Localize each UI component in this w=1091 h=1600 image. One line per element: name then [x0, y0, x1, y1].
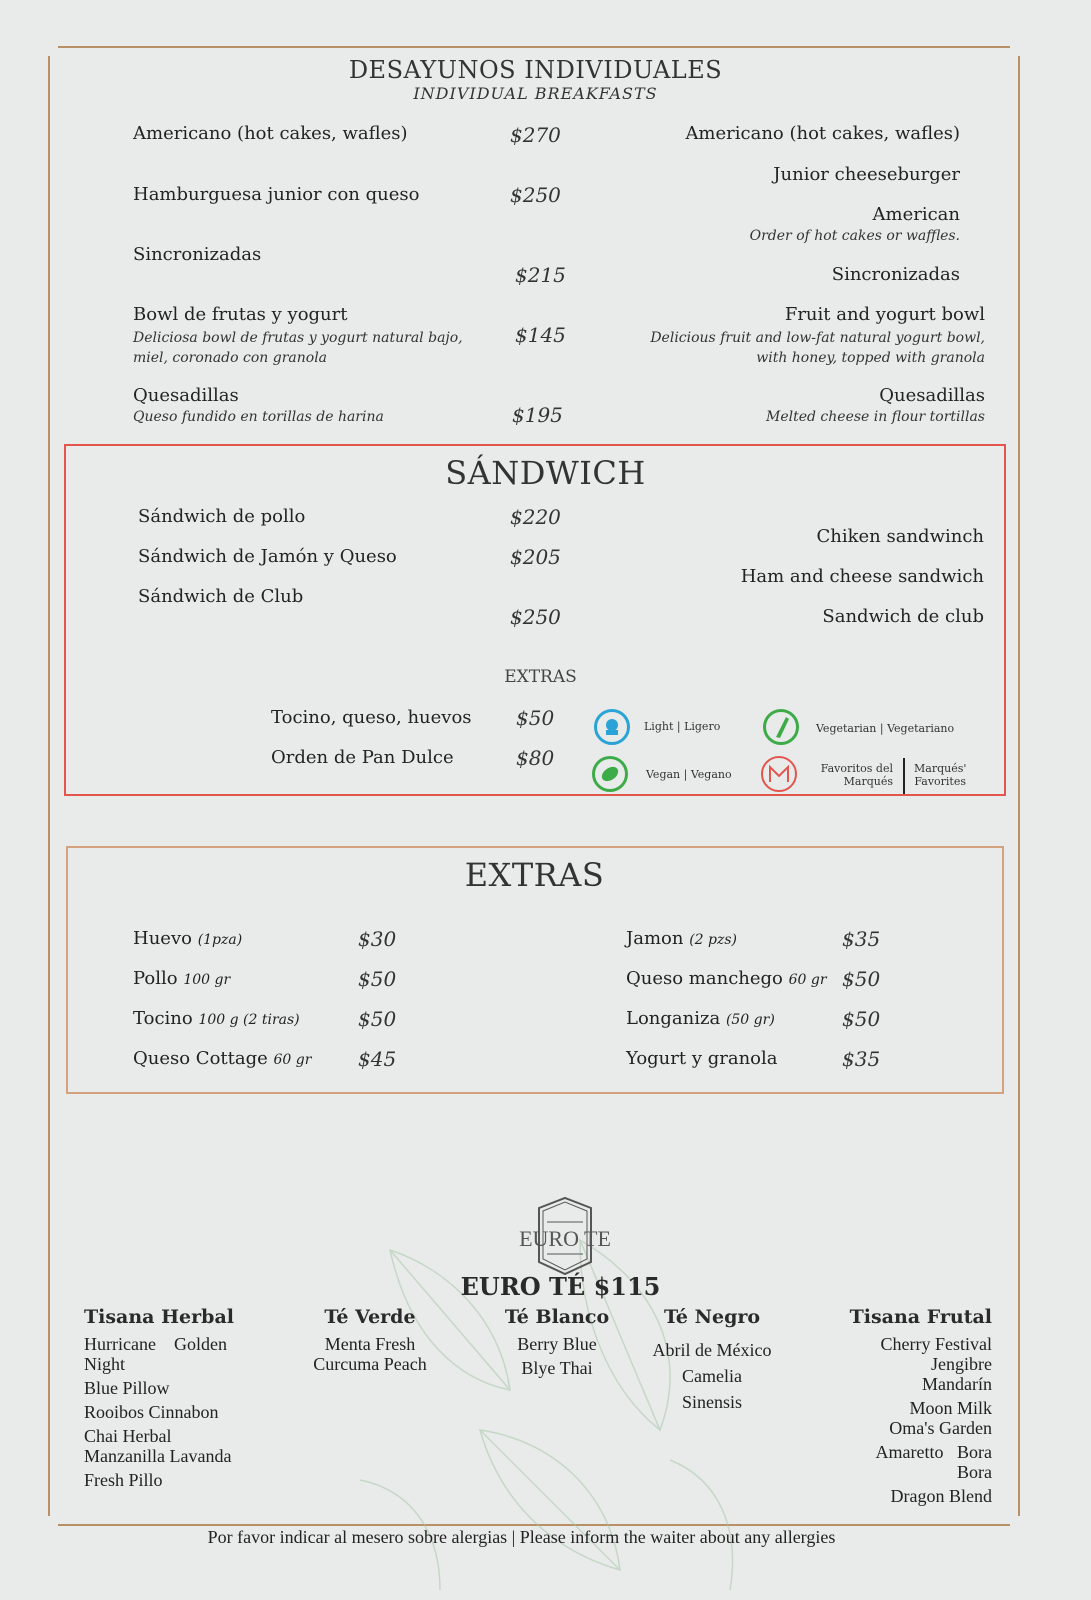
extras-item-name: Pollo — [133, 968, 178, 989]
tea-col-verde — [300, 1306, 440, 1374]
frame-corner — [38, 36, 58, 56]
extras-item — [626, 968, 827, 989]
extras-item-price: $35 — [842, 1047, 881, 1071]
euro-te-logo-text: EURO TE — [519, 1226, 611, 1251]
breakfast-item-price: $250 — [510, 183, 561, 207]
tea-item: Night — [84, 1354, 126, 1374]
legend-fav-es-line2: Marqués — [843, 775, 893, 788]
extras-title: EXTRAS — [464, 856, 605, 894]
tea-item: Oma's Garden — [889, 1418, 992, 1438]
sandwich-item-name: Sándwich de Club — [138, 586, 304, 607]
breakfast-item-price: $145 — [515, 323, 566, 347]
breakfast-item-name: Sincronizadas — [133, 244, 262, 265]
extras-item-name: Huevo — [133, 928, 192, 949]
tea-col-head: Té Negro — [663, 1306, 761, 1328]
sandwich-item-name-en: Sandwich de club — [822, 606, 984, 627]
sandwich-extra-price: $50 — [516, 706, 555, 730]
extras-item-name: Longaniza — [626, 1008, 721, 1029]
sandwich-item-price: $205 — [510, 545, 561, 569]
tea-col-head: Té Blanco — [504, 1306, 610, 1328]
extras-item — [626, 1048, 778, 1069]
legend-fav-en-line2: Favorites — [914, 775, 967, 788]
extras-item-name: Queso Cottage — [133, 1048, 268, 1069]
extras-item-price: $50 — [358, 967, 397, 991]
legend-favorites-es — [821, 762, 893, 788]
extras-item-price: $50 — [842, 967, 881, 991]
tea-item: Rooibos Cinnabon — [84, 1402, 219, 1422]
tea-col-herbal — [84, 1306, 284, 1490]
tea-item: Jengibre — [931, 1354, 992, 1374]
tea-item: Blue Pillow — [84, 1378, 170, 1398]
legend-vegan: Vegan | Vegano — [646, 768, 732, 781]
extras-item-price: $45 — [358, 1047, 397, 1071]
extras-item-unit: 100 gr — [183, 972, 231, 988]
extras-item-name: Tocino — [133, 1008, 193, 1029]
extras-item-unit: 100 g (2 tiras) — [198, 1012, 300, 1028]
breakfast-item-desc-en: Delicious fruit and low-fat natural yogurt bowl, with honey, topped with granola — [650, 330, 985, 366]
sandwich-item-name-en: Ham and cheese sandwich — [740, 566, 984, 587]
extras-item-price: $50 — [358, 1007, 397, 1031]
tea-item: Berry Blue — [517, 1334, 597, 1354]
legend-fav-es-line1: Favoritos del — [820, 762, 893, 775]
legend-divider — [903, 758, 905, 794]
extras-item-name: Queso manchego — [626, 968, 783, 989]
allergy-notice: Por favor indicar al mesero sobre alergias | Please inform the waiter about any allergies — [207, 1527, 836, 1547]
extras-item-unit: 60 gr — [788, 972, 827, 988]
tea-item: Amaretto Bora — [875, 1442, 992, 1462]
vegan-icon — [592, 756, 628, 792]
breakfast-item-name: Hamburguesa junior con queso — [133, 184, 420, 205]
sandwich-item-name: Sándwich de pollo — [138, 506, 306, 527]
tea-title: EURO TÉ $115 — [460, 1272, 661, 1301]
tea-item: Dragon Blend — [890, 1486, 992, 1506]
breakfast-item-name-en: Americano (hot cakes, wafles) — [685, 123, 960, 144]
breakfast-item-price: $215 — [515, 263, 566, 287]
breakfast-item-name-en: Fruit and yogurt bowl — [784, 304, 985, 325]
breakfast-item-desc: Deliciosa bowl de frutas y yogurt natural bajo, miel, coronado con granola — [133, 330, 463, 366]
extras-item — [626, 1008, 775, 1029]
extras-item — [133, 928, 242, 949]
sandwich-extras-title: EXTRAS — [504, 667, 577, 687]
sandwich-title: SÁNDWICH — [445, 454, 646, 492]
extras-item-unit: (1pza) — [197, 932, 243, 948]
breakfast-item-name-en: American — [872, 204, 960, 225]
legend-light: Light | Ligero — [644, 720, 721, 733]
extras-item-name: Yogurt y granola — [626, 1048, 778, 1069]
sandwich-item-name: Sándwich de Jamón y Queso — [138, 546, 397, 567]
extras-item-price: $30 — [358, 927, 397, 951]
breakfast-item-price: $270 — [510, 123, 561, 147]
tea-col-head: Té Verde — [324, 1306, 416, 1328]
tea-item: Manzanilla Lavanda — [84, 1446, 232, 1466]
legend-vegetarian: Vegetarian | Vegetariano — [816, 722, 955, 735]
extras-item-unit: 60 gr — [273, 1052, 312, 1068]
tea-item: Curcuma Peach — [313, 1354, 427, 1374]
breakfast-item-desc-en: Melted cheese in flour tortillas — [766, 409, 985, 425]
extras-item-price: $50 — [842, 1007, 881, 1031]
breakfast-item-name-en: Junior cheeseburger — [773, 164, 960, 185]
breakfast-item-name: Bowl de frutas y yogurt — [133, 304, 348, 325]
extras-item-price: $35 — [842, 927, 881, 951]
breakfast-item-desc: Queso fundido en torillas de harina — [133, 409, 384, 425]
tea-item: Cherry Festival — [880, 1334, 992, 1354]
frame-corner — [1010, 36, 1030, 56]
light-icon — [594, 709, 630, 745]
breakfast-title: DESAYUNOS INDIVIDUALES — [348, 56, 723, 84]
tea-col-head: Tisana Frutal — [849, 1306, 992, 1328]
sandwich-extra-name: Tocino, queso, huevos — [271, 707, 472, 728]
tea-col-blanco — [496, 1306, 618, 1378]
extras-item — [133, 1048, 311, 1069]
sandwich-item-price: $250 — [510, 605, 561, 629]
tea-item: Mandarín — [922, 1374, 992, 1394]
tea-col-negro — [642, 1306, 782, 1412]
sandwich-extra-name: Orden de Pan Dulce — [271, 747, 454, 768]
tea-item: Hurricane Golden — [84, 1334, 227, 1354]
tea-col-head: Tisana Herbal — [84, 1306, 234, 1328]
extras-item — [133, 968, 230, 989]
sandwich-item-name-en: Chiken sandwinch — [816, 526, 984, 547]
breakfast-item-name-en: Quesadillas — [879, 385, 985, 406]
tea-item: Sinensis — [681, 1392, 742, 1412]
sandwich-extra-price: $80 — [516, 746, 555, 770]
tea-item: Fresh Pillo — [84, 1470, 163, 1490]
tea-item: Blye Thai — [521, 1358, 593, 1378]
breakfast-item-desc-en: Order of hot cakes or waffles. — [749, 228, 960, 244]
tea-item: Menta Fresh — [324, 1334, 416, 1354]
favorites-icon — [761, 756, 797, 792]
extras-item — [626, 928, 737, 949]
tea-item: Bora — [957, 1462, 992, 1482]
extras-item-name: Jamon — [626, 928, 684, 949]
breakfast-item-name: Americano (hot cakes, wafles) — [133, 123, 408, 144]
tea-item: Chai Herbal — [84, 1426, 172, 1446]
sandwich-item-price: $220 — [510, 505, 561, 529]
tea-item: Camelia — [682, 1366, 742, 1386]
tea-col-frutal — [830, 1306, 992, 1506]
breakfast-item-name-en: Sincronizadas — [831, 264, 960, 285]
vegetarian-icon — [763, 709, 799, 745]
legend-favorites-en — [914, 762, 966, 788]
tea-item: Moon Milk — [909, 1398, 992, 1418]
breakfast-item-price: $195 — [512, 403, 563, 427]
extras-item-unit: (50 gr) — [725, 1012, 775, 1028]
breakfast-item-name: Quesadillas — [133, 385, 239, 406]
extras-item — [133, 1008, 300, 1029]
breakfast-subtitle: INDIVIDUAL BREAKFASTS — [413, 84, 658, 103]
legend-fav-en-line1: Marqués' — [914, 762, 967, 775]
tea-item: Abril de México — [652, 1340, 772, 1360]
extras-item-unit: (2 pzs) — [689, 932, 737, 948]
